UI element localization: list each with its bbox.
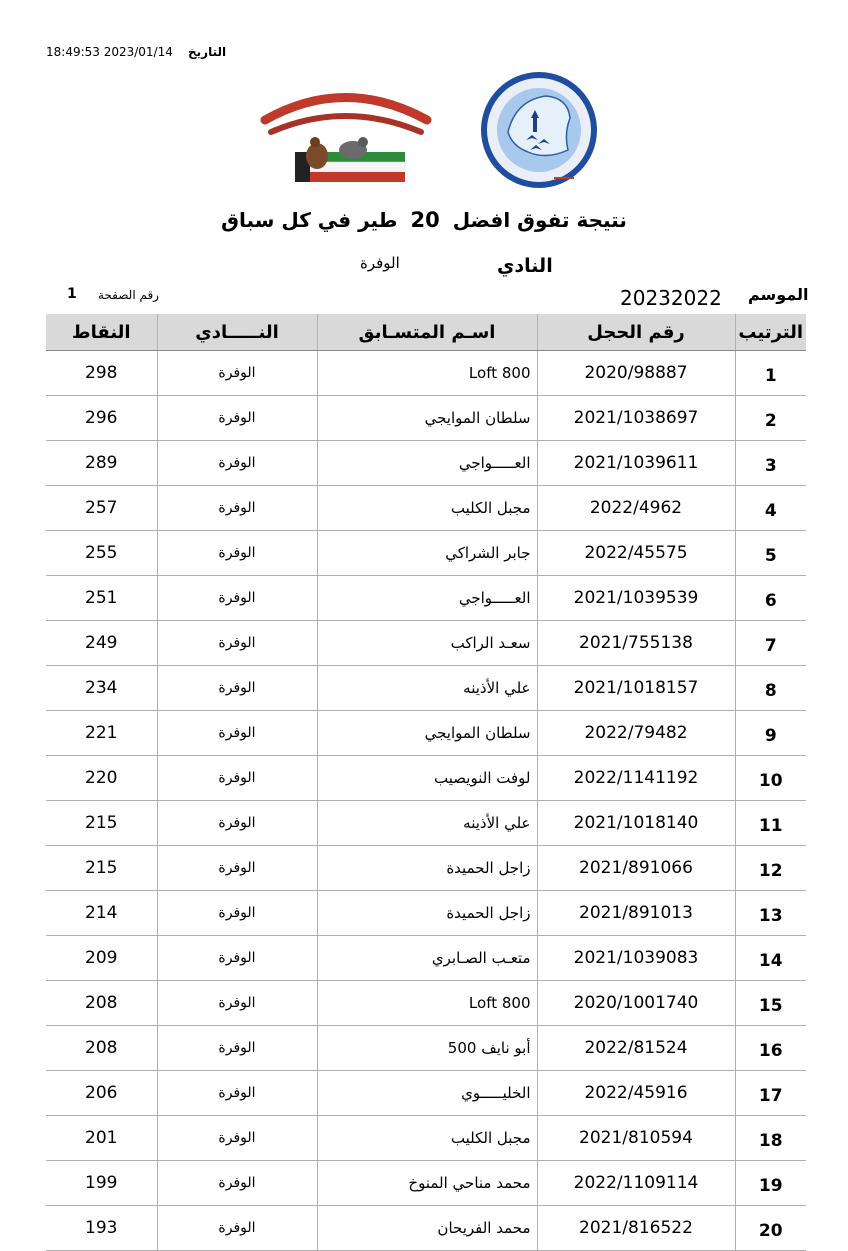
cell-points: 257 <box>46 486 157 531</box>
cell-name: علي الأذينه <box>317 801 537 846</box>
cell-points: 208 <box>46 981 157 1026</box>
cell-club: الوفرة <box>157 441 317 486</box>
cell-rank: 10 <box>735 756 806 801</box>
table-row <box>46 396 806 441</box>
cell-points: 215 <box>46 846 157 891</box>
cell-name: زاجل الحميدة <box>317 891 537 936</box>
cell-points: 234 <box>46 666 157 711</box>
cell-ring: 2022/45916 <box>537 1071 735 1116</box>
cell-rank: 20 <box>735 1206 806 1251</box>
cell-ring: 2021/1039083 <box>537 936 735 981</box>
table-row <box>46 441 806 486</box>
club-value: الوفرة <box>360 254 400 272</box>
cell-points: 255 <box>46 531 157 576</box>
cell-rank: 9 <box>735 711 806 756</box>
report-title <box>0 208 848 232</box>
cell-club: الوفرة <box>157 576 317 621</box>
cell-ring: 2021/816522 <box>537 1206 735 1251</box>
cell-rank: 18 <box>735 1116 806 1161</box>
cell-points: 249 <box>46 621 157 666</box>
cell-club: الوفرة <box>157 1026 317 1071</box>
cell-name: سعـد الراكب <box>317 621 537 666</box>
cell-name: محمد مناحي المنوخ <box>317 1161 537 1206</box>
cell-rank: 1 <box>735 351 806 396</box>
cell-rank: 4 <box>735 486 806 531</box>
cell-club: الوفرة <box>157 396 317 441</box>
cell-club: الوفرة <box>157 1116 317 1161</box>
date-value: 18:49:53 2023/01/14 <box>46 45 173 59</box>
cell-name: سلطان الموايجي <box>317 396 537 441</box>
cell-points: 298 <box>46 351 157 396</box>
cell-name: متعـب الصـابري <box>317 936 537 981</box>
cell-ring: 2021/891066 <box>537 846 735 891</box>
table-row <box>46 756 806 801</box>
cell-ring: 2021/1018140 <box>537 801 735 846</box>
cell-points: 296 <box>46 396 157 441</box>
club-logo <box>255 70 435 190</box>
cell-ring: 2022/1109114 <box>537 1161 735 1206</box>
cell-club: الوفرة <box>157 981 317 1026</box>
cell-rank: 19 <box>735 1161 806 1206</box>
cell-ring: 2022/45575 <box>537 531 735 576</box>
cell-ring: 2021/1039539 <box>537 576 735 621</box>
cell-rank: 6 <box>735 576 806 621</box>
cell-ring: 2021/810594 <box>537 1116 735 1161</box>
cell-name: لوفت النويصيب <box>317 756 537 801</box>
table-row <box>46 621 806 666</box>
cell-rank: 5 <box>735 531 806 576</box>
cell-ring: 2021/755138 <box>537 621 735 666</box>
title-prefix: نتيجة تفوق افضل <box>452 208 627 232</box>
table-row <box>46 531 806 576</box>
cell-name: زاجل الحميدة <box>317 846 537 891</box>
federation-logo <box>476 70 602 192</box>
cell-club: الوفرة <box>157 351 317 396</box>
cell-rank: 3 <box>735 441 806 486</box>
cell-club: الوفرة <box>157 801 317 846</box>
cell-points: 220 <box>46 756 157 801</box>
table-row <box>46 801 806 846</box>
cell-ring: 2022/79482 <box>537 711 735 756</box>
title-suffix: طير في كل سباق <box>221 208 398 232</box>
cell-name: محمد الفريحان <box>317 1206 537 1251</box>
cell-name: Loft 800 <box>317 981 537 1026</box>
cell-name: علي الأذينه <box>317 666 537 711</box>
cell-ring: 2021/891013 <box>537 891 735 936</box>
cell-points: 201 <box>46 1116 157 1161</box>
cell-rank: 12 <box>735 846 806 891</box>
table-row <box>46 846 806 891</box>
cell-ring: 2022/1141192 <box>537 756 735 801</box>
page-label: رقم الصفحة <box>98 288 159 302</box>
season-value: 20232022 <box>620 286 722 310</box>
cell-rank: 13 <box>735 891 806 936</box>
cell-ring: 2022/4962 <box>537 486 735 531</box>
cell-ring: 2021/1018157 <box>537 666 735 711</box>
header-ring: رقم الحجل <box>537 314 735 351</box>
table-row <box>46 576 806 621</box>
table-row <box>46 981 806 1026</box>
cell-rank: 8 <box>735 666 806 711</box>
cell-rank: 14 <box>735 936 806 981</box>
cell-ring: 2021/1038697 <box>537 396 735 441</box>
table-row <box>46 1071 806 1116</box>
table-row <box>46 711 806 756</box>
cell-club: الوفرة <box>157 621 317 666</box>
table-row <box>46 1116 806 1161</box>
cell-name: مجبل الكليب <box>317 1116 537 1161</box>
cell-rank: 11 <box>735 801 806 846</box>
cell-club: الوفرة <box>157 891 317 936</box>
table-row <box>46 486 806 531</box>
table-row <box>46 666 806 711</box>
cell-club: الوفرة <box>157 1071 317 1116</box>
table-row <box>46 936 806 981</box>
header-rank: الترتيب <box>735 314 806 351</box>
cell-rank: 17 <box>735 1071 806 1116</box>
cell-points: 214 <box>46 891 157 936</box>
results-table <box>46 314 806 1251</box>
cell-club: الوفرة <box>157 711 317 756</box>
cell-name: سلطان الموايجي <box>317 711 537 756</box>
table-row <box>46 351 806 396</box>
date-label: التاريخ <box>188 45 227 59</box>
header-name: اسـم المتسـابق <box>317 314 537 351</box>
cell-name: أبو نايف 500 <box>317 1026 537 1071</box>
cell-points: 209 <box>46 936 157 981</box>
cell-ring: 2020/98887 <box>537 351 735 396</box>
title-number: 20 <box>410 208 440 232</box>
cell-club: الوفرة <box>157 1206 317 1251</box>
cell-rank: 15 <box>735 981 806 1026</box>
cell-rank: 2 <box>735 396 806 441</box>
table-row <box>46 1026 806 1071</box>
header-points: النقاط <box>46 314 157 351</box>
cell-ring: 2021/1039611 <box>537 441 735 486</box>
table-row <box>46 1161 806 1206</box>
cell-club: الوفرة <box>157 756 317 801</box>
cell-points: 193 <box>46 1206 157 1251</box>
page-number: 1 <box>67 286 77 302</box>
table-row <box>46 1206 806 1251</box>
cell-name: جابر الشراكي <box>317 531 537 576</box>
cell-name: الخليـــــوي <box>317 1071 537 1116</box>
cell-name: العـــــواجي <box>317 441 537 486</box>
header-club: النـــــادي <box>157 314 317 351</box>
cell-name: العـــــواجي <box>317 576 537 621</box>
cell-club: الوفرة <box>157 666 317 711</box>
cell-points: 289 <box>46 441 157 486</box>
cell-club: الوفرة <box>157 936 317 981</box>
cell-points: 199 <box>46 1161 157 1206</box>
cell-ring: 2020/1001740 <box>537 981 735 1026</box>
club-label: النادي <box>497 255 553 277</box>
cell-points: 251 <box>46 576 157 621</box>
table-header-row <box>46 314 806 351</box>
cell-ring: 2022/81524 <box>537 1026 735 1071</box>
cell-club: الوفرة <box>157 1161 317 1206</box>
cell-points: 206 <box>46 1071 157 1116</box>
cell-rank: 16 <box>735 1026 806 1071</box>
cell-club: الوفرة <box>157 846 317 891</box>
cell-name: Loft 800 <box>317 351 537 396</box>
table-row <box>46 891 806 936</box>
cell-club: الوفرة <box>157 486 317 531</box>
cell-name: مجبل الكليب <box>317 486 537 531</box>
cell-club: الوفرة <box>157 531 317 576</box>
cell-points: 221 <box>46 711 157 756</box>
cell-rank: 7 <box>735 621 806 666</box>
season-label: الموسم <box>748 285 809 304</box>
cell-points: 208 <box>46 1026 157 1071</box>
cell-points: 215 <box>46 801 157 846</box>
